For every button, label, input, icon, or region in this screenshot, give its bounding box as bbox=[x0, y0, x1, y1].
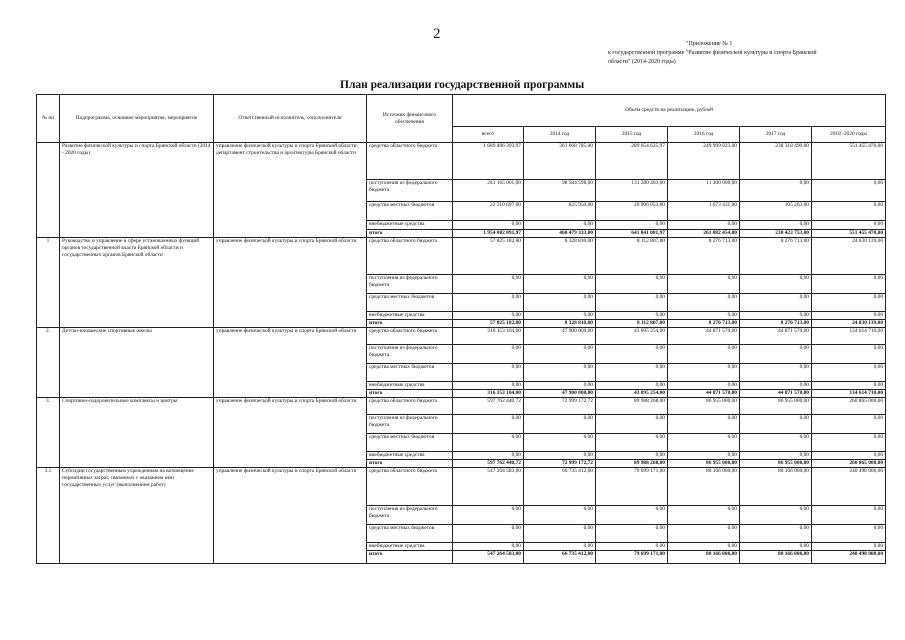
table-row bbox=[37, 398, 886, 415]
amount-cell: 0,00 bbox=[524, 312, 596, 320]
amount-cell: 0,00 bbox=[668, 221, 740, 230]
amount-cell: 0,00 bbox=[524, 345, 596, 364]
amount-cell: 240 498 000,00 bbox=[812, 468, 886, 506]
amount-cell: 0,00 bbox=[453, 382, 524, 390]
amount-cell: 47 900 000,00 bbox=[524, 390, 596, 398]
amount-cell: 0,00 bbox=[740, 364, 812, 382]
amount-cell: 0,00 bbox=[812, 202, 886, 221]
col-header-volume: Объем средств на реализацию, рублей bbox=[453, 95, 886, 127]
amount-cell: 0,00 bbox=[812, 415, 886, 434]
amount-cell: 260 865 000,00 bbox=[812, 398, 886, 415]
table-row bbox=[37, 143, 886, 180]
amount-cell: 0,00 bbox=[453, 312, 524, 320]
col-header-2018-2020: 2018 -2020 годы bbox=[812, 127, 886, 143]
amount-cell: 0,00 bbox=[524, 434, 596, 452]
amount-cell: 0,00 bbox=[453, 275, 524, 294]
amount-cell: 44 871 570,00 bbox=[740, 328, 812, 345]
amount-cell: 11 300 000,00 bbox=[668, 180, 740, 202]
table-row bbox=[37, 238, 886, 275]
amount-cell: 0,00 bbox=[812, 452, 886, 460]
amount-cell: 0,00 bbox=[668, 364, 740, 382]
amount-cell: 134 614 710,00 bbox=[812, 328, 886, 345]
amount-cell: 79 699 171,00 bbox=[596, 468, 668, 506]
amount-cell: 0,00 bbox=[812, 543, 886, 551]
col-header-num: № пп bbox=[37, 95, 60, 143]
amount-cell: 0,00 bbox=[740, 525, 812, 543]
amount-cell: 551 455 470,00 bbox=[812, 230, 886, 238]
amount-cell: 0,00 bbox=[668, 434, 740, 452]
amount-cell: 0,00 bbox=[668, 382, 740, 390]
amount-cell: 80 166 000,00 bbox=[668, 551, 740, 564]
amount-cell: 0,00 bbox=[812, 506, 886, 525]
source-label: внебюджетные средства bbox=[367, 221, 453, 230]
amount-cell: 44 871 570,00 bbox=[668, 328, 740, 345]
amount-cell: 0,00 bbox=[596, 543, 668, 551]
amount-cell: 131 280 403,00 bbox=[596, 180, 668, 202]
source-label: поступления из федерального бюджета bbox=[367, 415, 453, 434]
amount-cell: 0,00 bbox=[453, 525, 524, 543]
plan-table bbox=[36, 94, 886, 564]
appendix-line: области" (2014-2020 годы) bbox=[608, 59, 676, 65]
amount-cell: 44 871 570,00 bbox=[740, 390, 812, 398]
amount-cell: 72 999 172,72 bbox=[524, 398, 596, 415]
amount-cell: 597 762 440,72 bbox=[453, 398, 524, 415]
amount-cell: 47 900 000,00 bbox=[524, 328, 596, 345]
amount-cell: 24 830 139,00 bbox=[812, 238, 886, 275]
amount-cell: 547 264 583,00 bbox=[453, 551, 524, 564]
appendix-note bbox=[608, 40, 888, 67]
executor-name: управление физической культуры и спорта Брянской области bbox=[214, 328, 367, 398]
amount-cell: 89 988 268,00 bbox=[596, 460, 668, 468]
amount-cell: 86 955 000,00 bbox=[668, 460, 740, 468]
amount-cell: 0,00 bbox=[596, 506, 668, 525]
amount-cell: 240 498 000,00 bbox=[812, 551, 886, 564]
source-label: поступления из федерального бюджета bbox=[367, 275, 453, 294]
amount-cell: 0,00 bbox=[812, 312, 886, 320]
amount-cell: 0,00 bbox=[740, 382, 812, 390]
amount-cell: 361 068 785,00 bbox=[524, 143, 596, 180]
amount-cell: 0,00 bbox=[596, 294, 668, 312]
amount-cell: 72 999 172,72 bbox=[524, 460, 596, 468]
executor-name: управление физической культуры и спорта Брянской области, департамент строительства и архитектуры Брянской области bbox=[214, 143, 367, 238]
amount-cell: 0,00 bbox=[596, 345, 668, 364]
amount-cell: 0,00 bbox=[668, 312, 740, 320]
amount-cell: 0,00 bbox=[668, 345, 740, 364]
source-label: итого bbox=[367, 390, 453, 398]
amount-cell: 0,00 bbox=[524, 382, 596, 390]
col-header-2014: 2014 год bbox=[524, 127, 596, 143]
source-label: средства местных бюджетов bbox=[367, 525, 453, 543]
amount-cell: 0,00 bbox=[668, 294, 740, 312]
document-title: План реализации государственной программы bbox=[340, 79, 585, 91]
amount-cell: 547 264 583,00 bbox=[453, 468, 524, 506]
amount-cell: 66 735 412,00 bbox=[524, 551, 596, 564]
source-label: средства местных бюджетов bbox=[367, 202, 453, 221]
amount-cell: 0,00 bbox=[524, 221, 596, 230]
amount-cell: 0,00 bbox=[740, 345, 812, 364]
source-label: внебюджетные средства bbox=[367, 543, 453, 551]
amount-cell: 0,00 bbox=[524, 415, 596, 434]
executor-name: управление физической культуры и спорта Брянской области bbox=[214, 468, 367, 564]
source-label: средства областного бюджета bbox=[367, 398, 453, 415]
row-number: 3.1 bbox=[37, 468, 60, 564]
appendix-line: "Приложение № 1 bbox=[686, 41, 733, 47]
amount-cell: 0,00 bbox=[740, 415, 812, 434]
row-number: 3. bbox=[37, 398, 60, 468]
page-number: 2 bbox=[433, 26, 441, 42]
source-label: итого bbox=[367, 551, 453, 564]
source-label: средства областного бюджета bbox=[367, 238, 453, 275]
amount-cell: 1 954 082 091,97 bbox=[453, 230, 524, 238]
amount-cell: 0,00 bbox=[740, 221, 812, 230]
amount-cell: 0,00 bbox=[453, 345, 524, 364]
amount-cell: 89 988 268,00 bbox=[596, 398, 668, 415]
amount-cell: 0,00 bbox=[740, 180, 812, 202]
amount-cell: 0,00 bbox=[812, 294, 886, 312]
subprogram-name: Субсидии государственным учреждениям на возмещение нормативных затрат, связанных с оказанием ими государственных услуг (выполнением работ) bbox=[60, 468, 214, 564]
amount-cell: 57 825 182,80 bbox=[453, 320, 524, 328]
amount-cell: 0,00 bbox=[740, 294, 812, 312]
amount-cell: 8 328 810,00 bbox=[524, 238, 596, 275]
amount-cell: 316 153 104,00 bbox=[453, 328, 524, 345]
amount-cell: 0,00 bbox=[596, 434, 668, 452]
amount-cell: 238 423 753,00 bbox=[740, 230, 812, 238]
source-label: поступления из федерального бюджета bbox=[367, 506, 453, 525]
amount-cell: 460 479 333,00 bbox=[524, 230, 596, 238]
amount-cell: 0,00 bbox=[596, 364, 668, 382]
amount-cell: 105 263,00 bbox=[740, 202, 812, 221]
amount-cell: 0,00 bbox=[596, 525, 668, 543]
source-label: итого bbox=[367, 460, 453, 468]
subprogram-name: Спортивно-оздоровительные комплексы и центры bbox=[60, 398, 214, 468]
amount-cell: 0,00 bbox=[740, 275, 812, 294]
source-label: средства областного бюджета bbox=[367, 328, 453, 345]
amount-cell: 86 955 000,00 bbox=[740, 460, 812, 468]
amount-cell: 0,00 bbox=[524, 364, 596, 382]
amount-cell: 0,00 bbox=[668, 275, 740, 294]
amount-cell: 80 166 000,00 bbox=[740, 468, 812, 506]
amount-cell: 0,00 bbox=[812, 180, 886, 202]
amount-cell: 0,00 bbox=[812, 434, 886, 452]
amount-cell: 1 689 406 393,97 bbox=[453, 143, 524, 180]
amount-cell: 0,00 bbox=[812, 525, 886, 543]
amount-cell: 249 909 023,00 bbox=[668, 143, 740, 180]
amount-cell: 0,00 bbox=[812, 382, 886, 390]
amount-cell: 1 673 431,00 bbox=[668, 202, 740, 221]
source-label: поступления из федерального бюджета bbox=[367, 180, 453, 202]
amount-cell: 0,00 bbox=[453, 543, 524, 551]
amount-cell: 57 825 182,80 bbox=[453, 238, 524, 275]
amount-cell: 0,00 bbox=[668, 415, 740, 434]
amount-cell: 44 871 570,00 bbox=[668, 390, 740, 398]
amount-cell: 0,00 bbox=[812, 275, 886, 294]
amount-cell: 0,00 bbox=[740, 452, 812, 460]
amount-cell: 551 455 470,00 bbox=[812, 143, 886, 180]
amount-cell: 80 166 000,00 bbox=[668, 468, 740, 506]
amount-cell: 0,00 bbox=[812, 345, 886, 364]
amount-cell: 0,00 bbox=[453, 415, 524, 434]
row-number bbox=[37, 143, 60, 238]
amount-cell: 0,00 bbox=[524, 294, 596, 312]
amount-cell: 0,00 bbox=[596, 275, 668, 294]
table-row bbox=[37, 468, 886, 506]
amount-cell: 0,00 bbox=[596, 452, 668, 460]
row-number: 2. bbox=[37, 328, 60, 398]
amount-cell: 8 276 713,00 bbox=[740, 320, 812, 328]
amount-cell: 597 762 440,72 bbox=[453, 460, 524, 468]
amount-cell: 8 276 713,00 bbox=[740, 238, 812, 275]
source-label: итого bbox=[367, 320, 453, 328]
amount-cell: 0,00 bbox=[453, 294, 524, 312]
source-label: средства областного бюджета bbox=[367, 143, 453, 180]
amount-cell: 0,00 bbox=[740, 312, 812, 320]
amount-cell: 23 510 697,00 bbox=[453, 202, 524, 221]
table-body bbox=[37, 143, 886, 564]
source-label: внебюджетные средства bbox=[367, 382, 453, 390]
amount-cell: 24 830 139,00 bbox=[812, 320, 886, 328]
amount-cell: 0,00 bbox=[524, 506, 596, 525]
amount-cell: 289 654 625,97 bbox=[596, 143, 668, 180]
amount-cell: 0,00 bbox=[596, 312, 668, 320]
amount-cell: 0,00 bbox=[453, 364, 524, 382]
amount-cell: 0,00 bbox=[596, 382, 668, 390]
amount-cell: 0,00 bbox=[524, 452, 596, 460]
amount-cell: 0,00 bbox=[596, 221, 668, 230]
amount-cell: 80 166 000,00 bbox=[740, 551, 812, 564]
row-number: 1 bbox=[37, 238, 60, 328]
amount-cell: 0,00 bbox=[668, 452, 740, 460]
amount-cell: 825 950,00 bbox=[524, 202, 596, 221]
amount-cell: 8 112 807,80 bbox=[596, 238, 668, 275]
source-label: средства местных бюджетов bbox=[367, 294, 453, 312]
table-header bbox=[37, 95, 886, 143]
col-header-executor: Ответственный исполнитель, соисполнители bbox=[214, 95, 367, 143]
col-header-2016: 2016 год bbox=[668, 127, 740, 143]
amount-cell: 0,00 bbox=[668, 506, 740, 525]
source-label: средства местных бюджетов bbox=[367, 434, 453, 452]
col-header-2015: 2015 год bbox=[596, 127, 668, 143]
amount-cell: 0,00 bbox=[740, 434, 812, 452]
amount-cell: 0,00 bbox=[524, 543, 596, 551]
amount-cell: 0,00 bbox=[524, 275, 596, 294]
amount-cell: 0,00 bbox=[596, 415, 668, 434]
amount-cell: 134 614 710,00 bbox=[812, 390, 886, 398]
appendix-line: к государственной программе "Развитие физической культуры и спорта Брянской bbox=[608, 50, 817, 56]
amount-cell: 0,00 bbox=[453, 434, 524, 452]
amount-cell: 43 895 254,00 bbox=[596, 328, 668, 345]
amount-cell: 0,00 bbox=[812, 221, 886, 230]
amount-cell: 641 841 081,97 bbox=[596, 230, 668, 238]
amount-cell: 260 865 000,00 bbox=[812, 460, 886, 468]
amount-cell: 238 318 490,00 bbox=[740, 143, 812, 180]
amount-cell: 8 276 713,00 bbox=[668, 238, 740, 275]
table-row bbox=[37, 328, 886, 345]
amount-cell: 20 906 053,00 bbox=[596, 202, 668, 221]
subprogram-name: Руководство и управление в сфере установленных функций органов государственной власти Брянской области и государственных органов Брянской области bbox=[60, 238, 214, 328]
amount-cell: 0,00 bbox=[812, 364, 886, 382]
amount-cell: 0,00 bbox=[668, 543, 740, 551]
col-header-source: Источник финансового обеспечения bbox=[367, 95, 453, 143]
col-header-subprogram: Подпрограмма, основное мероприятие, мероприятие bbox=[60, 95, 214, 143]
amount-cell: 66 735 412,00 bbox=[524, 468, 596, 506]
amount-cell: 43 895 254,00 bbox=[596, 390, 668, 398]
source-label: итого bbox=[367, 230, 453, 238]
amount-cell: 8 112 807,80 bbox=[596, 320, 668, 328]
amount-cell: 0,00 bbox=[740, 506, 812, 525]
amount-cell: 241 165 001,00 bbox=[453, 180, 524, 202]
subprogram-name: Развитие физической культуры и спорта Брянской области (2014 - 2020 годы) bbox=[60, 143, 214, 238]
source-label: внебюджетные средства bbox=[367, 312, 453, 320]
amount-cell: 0,00 bbox=[453, 506, 524, 525]
executor-name: управление физической культуры и спорта Брянской области bbox=[214, 238, 367, 328]
executor-name: управление физической культуры и спорта Брянской области bbox=[214, 398, 367, 468]
source-label: средства местных бюджетов bbox=[367, 364, 453, 382]
amount-cell: 261 882 454,00 bbox=[668, 230, 740, 238]
amount-cell: 79 699 171,00 bbox=[596, 551, 668, 564]
subprogram-name: Детско-юношеские спортивные школы bbox=[60, 328, 214, 398]
amount-cell: 0,00 bbox=[453, 221, 524, 230]
amount-cell: 0,00 bbox=[453, 452, 524, 460]
amount-cell: 0,00 bbox=[668, 525, 740, 543]
source-label: внебюджетные средства bbox=[367, 452, 453, 460]
source-label: средства областного бюджета bbox=[367, 468, 453, 506]
source-label: поступления из федерального бюджета bbox=[367, 345, 453, 364]
amount-cell: 0,00 bbox=[740, 543, 812, 551]
col-header-total: всего bbox=[453, 127, 524, 143]
amount-cell: 86 955 000,00 bbox=[668, 398, 740, 415]
amount-cell: 316 153 104,00 bbox=[453, 390, 524, 398]
amount-cell: 0,00 bbox=[524, 525, 596, 543]
amount-cell: 8 328 810,00 bbox=[524, 320, 596, 328]
amount-cell: 8 276 713,00 bbox=[668, 320, 740, 328]
amount-cell: 98 584 598,00 bbox=[524, 180, 596, 202]
amount-cell: 86 955 000,00 bbox=[740, 398, 812, 415]
col-header-2017: 2017 год bbox=[740, 127, 812, 143]
